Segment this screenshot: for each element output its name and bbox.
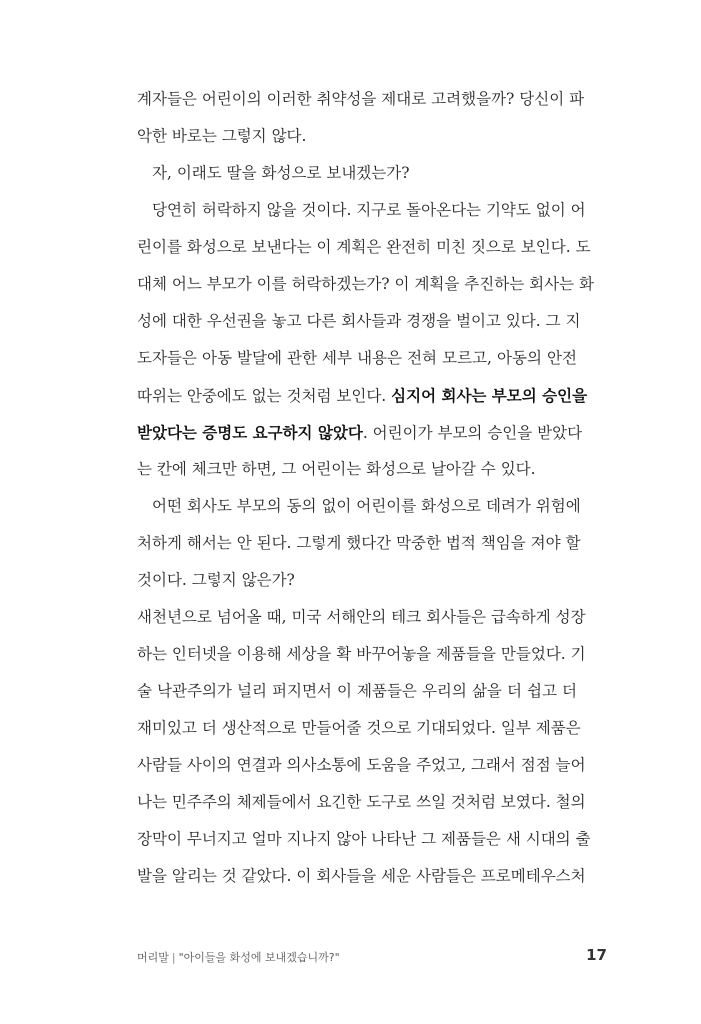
body-text-bottom <box>137 599 591 895</box>
page-number: 17 <box>586 946 607 964</box>
text-line: 발을 알리는 것 같았다. 이 회사들을 세운 사람들은 프로메테우스처 <box>137 867 586 885</box>
text-line: 자, 이래도 딸을 화성으로 보내겠는가? <box>152 164 410 182</box>
text-line: 나는 민주주의 체제들에서 요긴한 도구로 쓰일 것처럼 보였다. 철의 <box>137 793 586 811</box>
text-line: 도자들은 아동 발달에 관한 세부 내용은 전혀 모르고, 아동의 안전 <box>137 349 577 367</box>
text-line: 당연히 허락하지 않을 것이다. 지구로 돌아온다는 기약도 없이 어 <box>152 201 586 219</box>
text-line: 사람들 사이의 연결과 의사소통에 도움을 주었고, 그래서 점점 늘어 <box>137 756 586 774</box>
bold-text-segment: 심지어 회사는 부모의 승인을 <box>391 386 588 405</box>
text-line: 하는 인터넷을 이용해 세상을 확 바꾸어놓을 제품들을 만들었다. 기 <box>137 645 586 663</box>
text-line: 대체 어느 부모가 이를 허락하겠는가? 이 계획을 추진하는 회사는 화 <box>137 275 594 293</box>
text-line: 처하게 해서는 안 된다. 그렇게 했다간 막중한 법적 책임을 져야 할 <box>137 534 581 552</box>
bold-text-segment: 받았다는 증명도 요구하지 않았다 <box>137 423 363 442</box>
text-line: 성에 대한 우선권을 놓고 다른 회사들과 경쟁을 벌이고 있다. 그 지 <box>137 312 581 330</box>
page-footer <box>137 946 607 966</box>
text-line: 악한 바로는 그렇지 않다. <box>137 127 307 145</box>
body-text-top <box>137 81 594 599</box>
footer-section: 머리말 <box>137 951 169 964</box>
plain-text-segment: 따위는 안중에도 없는 것처럼 보인다. <box>137 387 387 405</box>
text-line: 어떤 회사도 부모의 동의 없이 어린이를 화성으로 데려가 위험에 <box>152 497 581 515</box>
footer-separator: | <box>171 951 176 964</box>
text-line: 린이를 화성으로 보낸다는 이 계획은 완전히 미친 짓으로 보인다. 도 <box>137 238 591 256</box>
text-line-mixed <box>137 377 588 414</box>
plain-text-segment: . 어린이가 부모의 승인을 받았다 <box>362 424 583 442</box>
text-line: 것이다. 그렇지 않은가? <box>137 571 295 589</box>
text-line: 는 칸에 체크만 하면, 그 어린이는 화성으로 날아갈 수 있다. <box>137 460 536 478</box>
running-footer <box>137 949 340 965</box>
text-line-mixed <box>137 414 583 451</box>
text-line: 새천년으로 넘어올 때, 미국 서해안의 테크 회사들은 급속하게 성장 <box>137 608 586 626</box>
text-line: 계자들은 어린이의 이러한 취약성을 제대로 고려했을까? 당신이 파 <box>137 90 585 108</box>
footer-chapter-title: "아이들을 화성에 보내겠습니까?" <box>178 951 340 964</box>
text-line: 재미있고 더 생산적으로 만들어줄 것으로 기대되었다. 일부 제품은 <box>137 719 581 737</box>
text-line: 술 낙관주의가 널리 퍼지면서 이 제품들은 우리의 삶을 더 쉽고 더 <box>137 682 577 700</box>
text-line: 장막이 무너지고 얼마 지나지 않아 나타난 그 제품들은 새 시대의 출 <box>137 830 591 848</box>
